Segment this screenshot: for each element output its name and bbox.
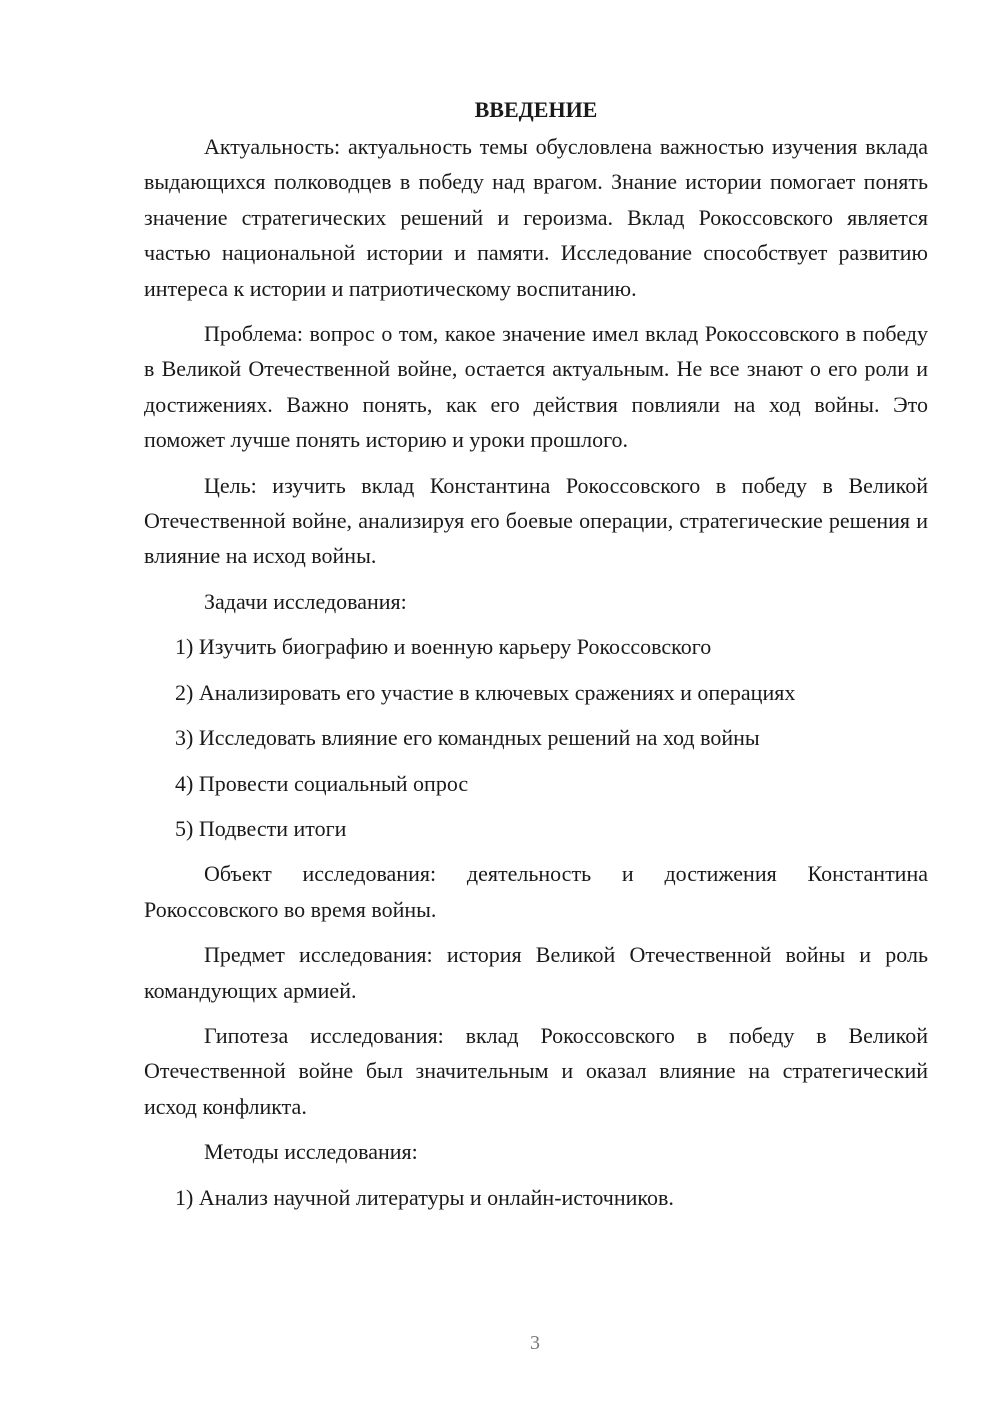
document-page [144, 92, 928, 1225]
task-item-3: 3) Исследовать влияние его командных решений на ход войны [175, 725, 760, 751]
tasks-heading: Задачи исследования: [204, 588, 407, 614]
subject-paragraph: Предмет исследования: история Великой Отечественной войны и роль командующих армией. [144, 942, 928, 1003]
task-item-5: 5) Подвести итоги [175, 815, 347, 841]
relevance-paragraph: Актуальность: актуальность темы обусловлена важностью изучения вклада выдающихся полководцев в победу над врагом. Знание истории помогает понять значение стратегических решений и героизма. Вклад Рокоссовского является частью национальной истории и памяти. Исследование способствует развитию интереса к истории и патриотическому воспитанию. [144, 134, 928, 301]
task-item-1: 1) Изучить биографию и военную карьеру Рокоссовского [175, 634, 712, 660]
task-item-2: 2) Анализировать его участие в ключевых сражениях и операциях [175, 679, 796, 705]
page-title: ВВЕДЕНИЕ [474, 97, 598, 122]
hypothesis-paragraph: Гипотеза исследования: вклад Рокоссовского в победу в Великой Отечественной войне был значительным и оказал влияние на стратегический исход конфликта. [144, 1022, 928, 1119]
task-item-4: 4) Провести социальный опрос [175, 770, 469, 796]
methods-heading: Методы исследования: [204, 1139, 418, 1165]
goal-paragraph: Цель: изучить вклад Константина Рокоссовского в победу в Великой Отечественной войне, анализируя его боевые операции, стратегические решения и влияние на исход войны. [144, 472, 928, 569]
method-item-1: 1) Анализ научной литературы и онлайн-источников. [175, 1184, 674, 1210]
problem-paragraph: Проблема: вопрос о том, какое значение имел вклад Рокоссовского в победу в Великой Отечественной войне, остается актуальным. Не все знают о его роли и достижениях. Важно понять, как его действия повлияли на ход войны. Это поможет лучше понять историю и уроки прошлого. [144, 321, 928, 453]
page-number: 3 [530, 1332, 540, 1354]
object-paragraph: Объект исследования: деятельность и достижения Константина Рокоссовского во время войны. [144, 861, 928, 922]
